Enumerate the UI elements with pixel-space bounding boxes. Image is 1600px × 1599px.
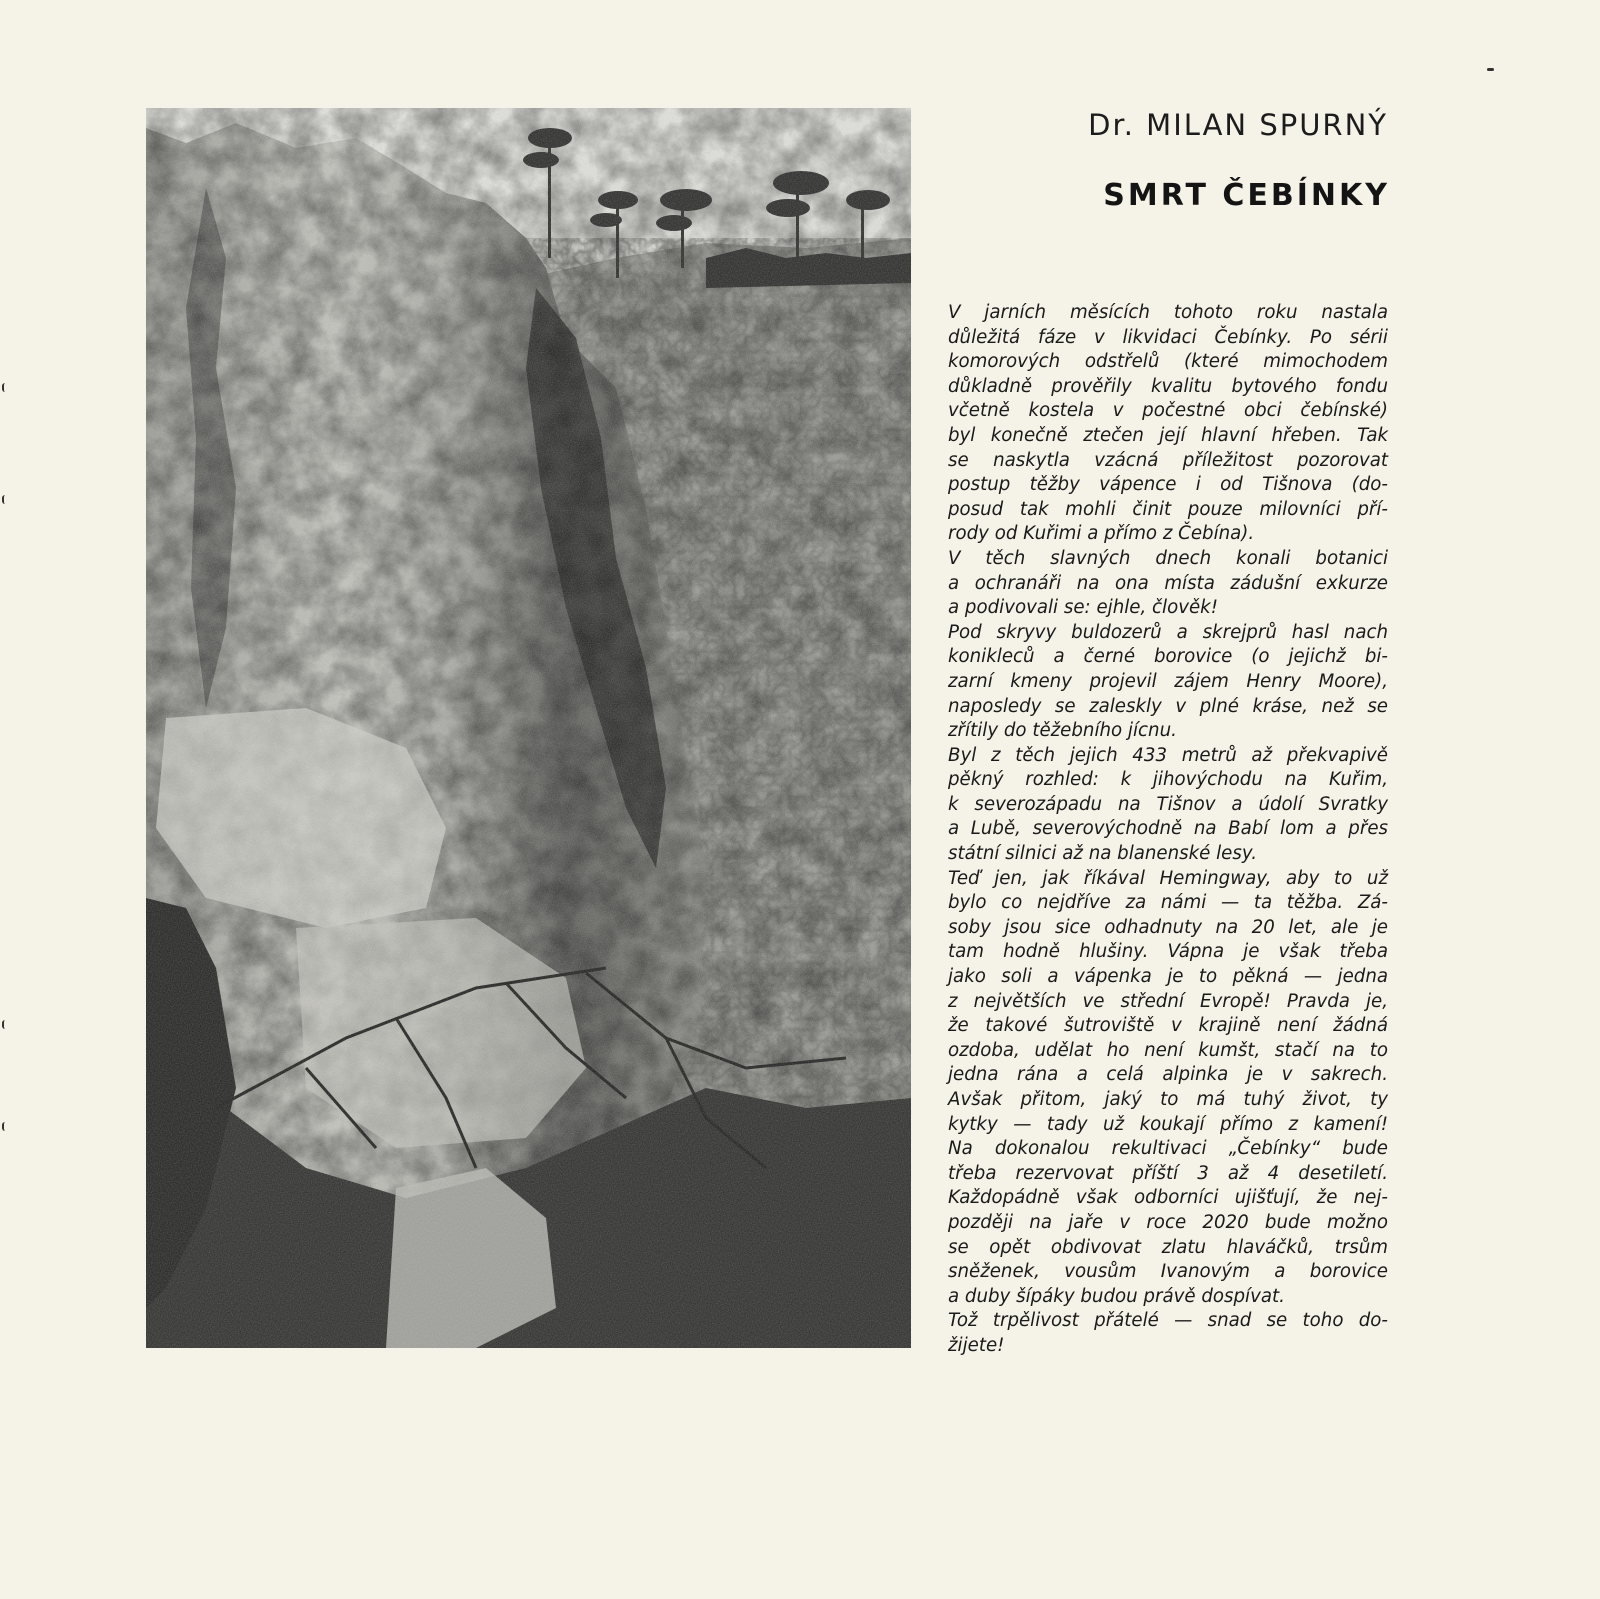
text-line: Každopádně však odborníci ujišťují, že nej- (948, 1187, 1388, 1209)
text-line: byl konečně ztečen její hlavní hřeben. Tak (948, 424, 1388, 446)
text-line: a Lubě, severovýchodně na Babí lom a přes (948, 818, 1388, 840)
text-line: bylo co nejdříve za námi — ta těžba. Zá- (948, 892, 1388, 914)
text-line: komorových odstřelů (které mimochodem (948, 351, 1388, 373)
text-line: státní silnici až na blanenské lesy. (948, 843, 1257, 865)
text-line: Pod skryvy buldozerů a skrejprů hasl nach (948, 621, 1388, 643)
text-line: včetně kostela v počestné obci čebínské) (948, 400, 1388, 422)
text-line: později na jaře v roce 2020 bude možno (948, 1211, 1388, 1233)
text-line: jedna rána a celá alpinka je v sakrech. (948, 1064, 1388, 1086)
article-body (948, 301, 1388, 1359)
text-line: konikleců a černé borovice (o jejichž bi- (948, 646, 1388, 668)
text-line: třeba rezervovat příští 3 až 4 desetiletí. (948, 1162, 1388, 1184)
text-line: a podivovali se: ejhle, člověk! (948, 597, 1218, 619)
film-grain (146, 108, 911, 1348)
text-line: jako soli a vápenka je to pěkná — jedna (948, 966, 1388, 988)
text-line: a duby šípáky budou právě dospívat. (948, 1285, 1285, 1307)
text-line: kytky — tady už koukají přímo z kamení! (948, 1113, 1388, 1135)
text-line: zarní kmeny projevil zájem Henry Moore), (948, 670, 1388, 692)
article-title: SMRT ČEBÍNKY (1103, 178, 1390, 213)
quarry-photograph (146, 108, 911, 1348)
text-line: Na dokonalou rekultivaci „Čebínky“ bude (948, 1138, 1388, 1160)
binding-mark (2, 383, 9, 392)
text-line: Byl z těch jejich 433 metrů až překvapivě (948, 744, 1388, 766)
text-line: tam hodně hlušiny. Vápna je však třeba (948, 941, 1388, 963)
text-line: soby jsou sice odhadnuty na 20 let, ale je (948, 916, 1388, 938)
binding-mark (2, 495, 9, 504)
quarry-photo-image (146, 108, 911, 1348)
text-line: pěkný rozhled: k jihovýchodu na Kuřim, (948, 769, 1388, 791)
text-line: Avšak přitom, jaký to má tuhý život, ty (948, 1089, 1388, 1110)
text-line: k severozápadu na Tišnov a údolí Svratky (948, 793, 1388, 815)
author-name: Dr. MILAN SPURNÝ (1088, 108, 1388, 142)
text-line: z největších ve střední Evropě! Pravda je, (948, 990, 1388, 1012)
text-line: důkladně prověřily kvalitu bytového fondu (948, 375, 1388, 397)
text-line: posud tak mohli činit pouze milovníci pří- (948, 498, 1388, 520)
text-line: sněženek, vousům Ivanovým a borovice (948, 1261, 1388, 1283)
text-line: postup těžby vápence i od Tišnova (do- (948, 474, 1388, 496)
text-line: Tož trpělivost přátelé — snad se toho do- (948, 1310, 1388, 1332)
text-line: V těch slavných dnech konali botanici (948, 547, 1388, 569)
text-line: zřítily do těžebního jícnu. (948, 720, 1177, 742)
text-line: žijete! (948, 1334, 1005, 1356)
text-line: V jarních měsících tohoto roku nastala (948, 302, 1388, 323)
binding-mark (2, 1122, 9, 1131)
text-line: se opět obdivovat zlatu hlaváčků, trsům (948, 1236, 1388, 1258)
binding-mark (2, 1020, 9, 1029)
text-line: důležitá fáze v likvidaci Čebínky. Po sérii (948, 326, 1388, 348)
text-line: rody od Kuřimi a přímo z Čebína). (948, 523, 1255, 545)
text-line: naposledy se zaleskly v plné kráse, než se (948, 695, 1388, 717)
text-line: se naskytla vzácná příležitost pozorovat (948, 449, 1388, 471)
text-line: že takové šutroviště v krajině není žádná (948, 1015, 1388, 1037)
text-line: Teď jen, jak říkával Hemingway, aby to už (948, 867, 1388, 889)
text-line: ozdoba, udělat ho není kumšt, stačí na to (948, 1039, 1388, 1061)
text-line: a ochranáři na ona místa zádušní exkurze (948, 572, 1388, 594)
ink-speck (1487, 68, 1494, 71)
